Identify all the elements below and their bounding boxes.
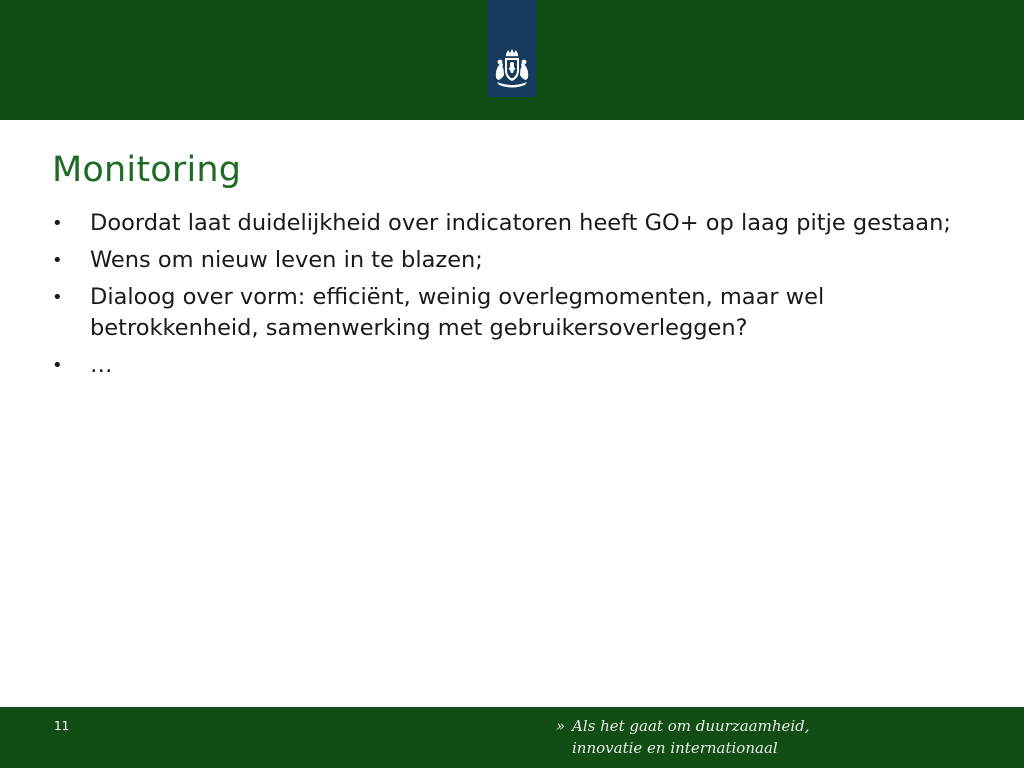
slide-title: Monitoring bbox=[52, 150, 242, 190]
bullet-marker: • bbox=[52, 287, 63, 308]
bullet-list bbox=[52, 208, 952, 387]
bullet-item bbox=[52, 282, 952, 344]
bullet-marker: • bbox=[52, 250, 63, 271]
bullet-text: Wens om nieuw leven in te blazen; bbox=[90, 247, 483, 273]
bullet-item bbox=[52, 350, 952, 381]
bullet-text: Doordat laat duidelijkheid over indicatoren heeft GO+ op laag pitje gestaan; bbox=[90, 210, 951, 236]
tagline-marker: » bbox=[556, 717, 566, 735]
dutch-coat-of-arms-icon bbox=[491, 48, 533, 90]
footer-band bbox=[0, 707, 1024, 768]
bullet-text: Dialoog over vorm: efficiënt, weinig overlegmomenten, maar wel betrokkenheid, samenwerking met gebruikersoverleggen? bbox=[90, 284, 825, 341]
bullet-item bbox=[52, 245, 952, 276]
tagline-line-1: Als het gaat om duurzaamheid, bbox=[572, 717, 810, 735]
page-number: 11 bbox=[54, 719, 70, 733]
bullet-marker: • bbox=[52, 213, 63, 234]
footer-tagline bbox=[556, 715, 810, 759]
tagline-line-2: innovatie en internationaal bbox=[572, 739, 778, 757]
bullet-item bbox=[52, 208, 952, 239]
bullet-marker: • bbox=[52, 355, 63, 376]
bullet-text: … bbox=[90, 352, 113, 378]
